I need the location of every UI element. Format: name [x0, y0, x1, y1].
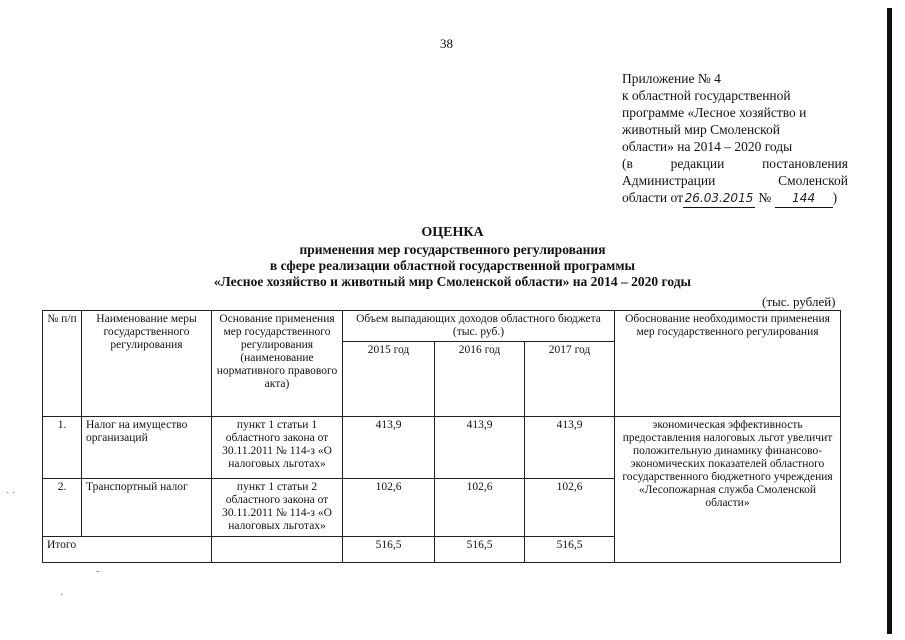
- table-row: [43, 417, 841, 479]
- header-year-2017: 2017 год: [525, 342, 615, 417]
- annex-line-7-b: Смоленской: [778, 173, 848, 188]
- annex-line-4: животный мир Смоленской: [622, 122, 781, 137]
- header-revenue: Объем выпадающих доходов областного бюджета (тыс. руб.): [343, 311, 615, 342]
- document-subtitle-1: применения мер государственного регулирования: [299, 242, 606, 257]
- row-1-2015: 413,9: [343, 417, 435, 479]
- row-1-2016: 413,9: [435, 417, 525, 479]
- row-2-2017: 102,6: [525, 479, 615, 537]
- row-2-2016: 102,6: [435, 479, 525, 537]
- document-title: ОЦЕНКА: [421, 225, 484, 240]
- annex-line-7-a: Администрации: [622, 173, 716, 188]
- annex-line-6-c: постановления: [762, 156, 848, 171]
- units-label: (тыс. рублей): [762, 294, 836, 309]
- annex-block: [622, 70, 848, 208]
- scan-speck: -: [96, 566, 100, 577]
- header-name: Наименование меры государственного регулирования: [82, 311, 212, 417]
- annex-line-1: Приложение № 4: [622, 71, 721, 86]
- document-subtitle-2: в сфере реализации областной государственной программы: [269, 258, 636, 273]
- header-year-2015: 2015 год: [343, 342, 435, 417]
- document-subtitle-3: «Лесное хозяйство и животный мир Смоленской области» на 2014 – 2020 годы: [213, 274, 692, 289]
- annex-line-6: [622, 155, 848, 172]
- row-2-basis: пункт 1 статьи 2 областного закона от 30.11.2011 № 114-з «О налоговых льготах»: [212, 479, 343, 537]
- row-2-name: Транспортный налог: [82, 479, 212, 537]
- header-justification: Обоснование необходимости применения мер государственного регулирования: [615, 311, 841, 417]
- row-2-2015: 102,6: [343, 479, 435, 537]
- total-2015: 516,5: [343, 537, 435, 563]
- total-label: Итого: [43, 537, 212, 563]
- annex-line-2: к областной государственной: [622, 88, 791, 103]
- annex-line-7: [622, 172, 848, 189]
- handwritten-number: 144: [775, 190, 833, 208]
- row-2-num: 2.: [43, 479, 82, 537]
- total-2017: 516,5: [525, 537, 615, 563]
- header-num: № п/п: [43, 311, 82, 417]
- row-1-2017: 413,9: [525, 417, 615, 479]
- scan-speck: ·: [60, 590, 64, 601]
- page-edge-shadow: [887, 8, 892, 634]
- annex-line-8: [622, 189, 848, 208]
- header-year-2016: 2016 год: [435, 342, 525, 417]
- header-basis: Основание применения мер государственного регулирования (наименование нормативного правового акта): [212, 311, 343, 417]
- annex-line-8-number-sign: №: [758, 190, 772, 205]
- handwritten-date: 26.03.2015: [683, 190, 755, 208]
- row-1-basis: пункт 1 статьи 1 областного закона от 30.11.2011 № 114-з «О налоговых льготах»: [212, 417, 343, 479]
- total-2016: 516,5: [435, 537, 525, 563]
- annex-line-8-close: ): [832, 190, 838, 205]
- justification-cell: экономическая эффективность предоставления налоговых льгот увеличит положительную динамику финансово-экономических показателей областного государственного бюджетного учреждения «Лесопожарная служба Смоленской области»: [615, 417, 841, 563]
- annex-line-5: области» на 2014 – 2020 годы: [622, 139, 793, 154]
- regulation-table: [42, 310, 841, 563]
- scan-speck: · ·: [6, 488, 16, 499]
- annex-line-3: программе «Лесное хозяйство и: [622, 105, 807, 120]
- row-1-name: Налог на имущество организаций: [82, 417, 212, 479]
- table-header-row: [43, 311, 841, 342]
- total-basis-empty: [212, 537, 343, 563]
- annex-line-6-b: редакции: [670, 156, 725, 171]
- page-number: 38: [440, 36, 453, 51]
- annex-line-8-prefix: области от: [622, 190, 683, 205]
- row-1-num: 1.: [43, 417, 82, 479]
- annex-line-6-a: (в: [622, 156, 633, 171]
